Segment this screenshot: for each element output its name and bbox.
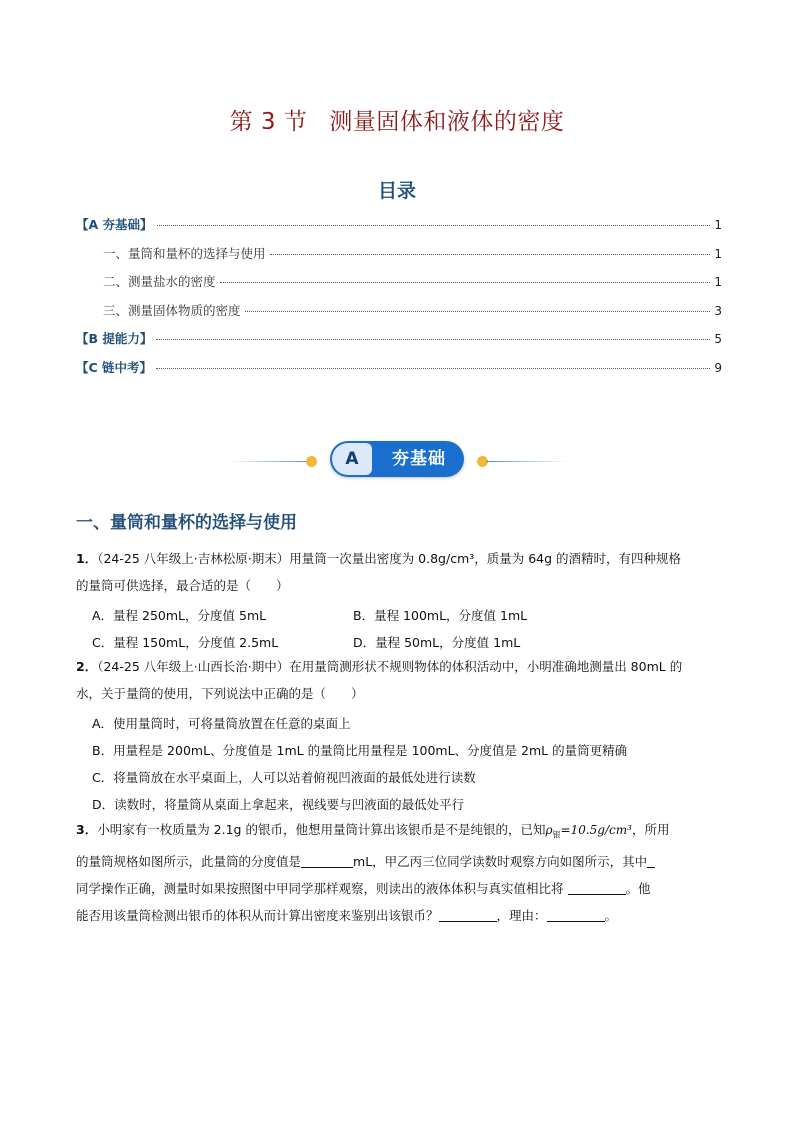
toc-leader-dots [156,339,710,340]
rho-subscript: 银 [552,830,561,840]
question-number: 2． [76,659,98,674]
page-title [0,103,794,136]
question-1-stem-1: （24-25 八年级上·吉林松原·期末）用量筒一次量出密度为 0.8g/cm³，质量为 64g 的酒精时，有四种规格 [97,551,682,566]
question-1-line-1 [76,545,726,572]
toc-item-label: 二、测量盐水的密度 [103,274,216,290]
q2-option-a[interactable]: A．使用量筒时，可将量筒放置在任意的桌面上 [92,716,351,731]
toc-item-a[interactable] [76,215,722,244]
table-of-contents [76,215,722,387]
toc-leader-dots [157,225,711,226]
q2-option-c[interactable]: C．将量筒放在水平桌面上，人可以站着俯视凹液面的最低处进行读数 [92,770,476,785]
question-3-line-1 [76,816,726,848]
question-3-text-4c: 。 [604,908,618,924]
question-1 [76,545,726,599]
question-3-line-3 [76,875,726,902]
toc-heading: 目录 [377,180,416,202]
toc-item-label: 一、量筒和量杯的选择与使用 [103,245,266,261]
question-3-text-3b: 。他 [625,881,651,897]
question-3 [76,816,726,929]
q2-option-d[interactable]: D．读数时，将量筒从桌面上拿起来，视线要与凹液面的最低处平行 [92,797,465,812]
question-3-text-1b: ，所用 [631,822,670,837]
question-2-stem-2: 水，关于量筒的使用，下列说法中正确的是（ ） [76,686,364,701]
q1-option-d[interactable]: D．量程 50mL，分度值 1mL [353,635,521,650]
q1-option-b[interactable]: B．量程 100mL，分度值 1mL [353,608,528,623]
toc-item-page: 5 [714,332,722,347]
toc-item-page: 9 [714,360,722,375]
q1-option-a[interactable]: A．量程 250mL，分度值 5mL [92,608,267,623]
question-3-text-3a: 同学操作正确，测量时如果按照图中甲同学那样观察，则读出的液体体积与真实值相比将 [76,881,564,897]
question-1-stem-2: 的量筒可供选择，最合适的是（ ） [76,578,289,593]
toc-item-page: 1 [714,218,722,232]
toc-item-section2[interactable] [76,272,722,301]
density-formula [545,823,632,840]
question-3-text-2b: mL，甲乙丙三位同学读数时观察方向如图所示，其中 [353,854,648,870]
q1-option-c[interactable]: C．量程 150mL，分度值 2.5mL [92,635,279,650]
toc-item-b[interactable] [76,329,722,358]
section-heading: 一、量筒和量杯的选择与使用 [76,513,297,533]
toc-item-label: 【C 链中考】 [76,359,153,375]
rho-value: =10.5g/cm³ [560,823,632,837]
rho-symbol: ρ [545,823,553,837]
toc-item-page: 1 [714,246,722,261]
toc-item-label: 【B 提能力】 [76,331,153,347]
question-number: 1． [76,551,98,566]
section-banner [228,438,568,484]
banner-text: 夯基础 [392,449,446,469]
question-3-text-2a: 的量筒规格如图所示，此量筒的分度值是 [76,854,302,870]
banner-dot-left [306,456,317,467]
question-3-line-4 [76,902,726,929]
question-3-text-4a: 能否用该量筒检测出银币的体积从而计算出密度来鉴别出该银币？ [76,908,439,924]
toc-leader-dots [156,368,710,369]
answer-blank-2[interactable] [647,853,655,868]
toc-leader-dots [220,282,711,283]
page-title-section: 第 3 节 [229,109,308,135]
answer-blank-3[interactable] [568,880,626,895]
toc-leader-dots [245,311,711,312]
banner-line-right [486,461,568,462]
question-3-line-2 [76,848,726,875]
toc-item-label: 【A 夯基础】 [76,217,153,232]
toc-item-label: 三、测量固体物质的密度 [103,302,241,318]
question-3-text-4b: ，理由： [496,908,547,924]
answer-blank-4[interactable] [439,907,497,922]
toc-leader-dots [270,254,711,255]
toc-item-c[interactable] [76,358,722,387]
question-2-stem-1: （24-25 八年级上·山西长治·期中）在用量筒测形状不规则物体的体积活动中，小明准确地测量出 80mL 的 [97,659,683,674]
answer-blank-1[interactable] [301,853,353,868]
toc-item-page: 3 [714,303,722,318]
question-2 [76,653,726,707]
banner-letter: A [332,443,372,475]
toc-item-section3[interactable] [76,301,722,330]
page-title-text: 测量固体和液体的密度 [329,109,565,135]
question-2-line-1 [76,653,726,680]
banner-line-left [228,461,310,462]
q2-option-b[interactable]: B．用量程是 200mL、分度值是 1mL 的量筒比用量程是 100mL、分度值是 2mL 的量筒更精确 [92,743,628,758]
toc-item-section1[interactable] [76,244,722,273]
answer-blank-5[interactable] [547,907,605,922]
question-number: 3． [76,822,98,837]
question-3-text-1a: 小明家有一枚质量为 2.1g 的银币，他想用量筒计算出该银币是不是纯银的，已知 [97,822,546,837]
banner-pill [330,441,464,477]
toc-item-page: 1 [714,275,722,290]
